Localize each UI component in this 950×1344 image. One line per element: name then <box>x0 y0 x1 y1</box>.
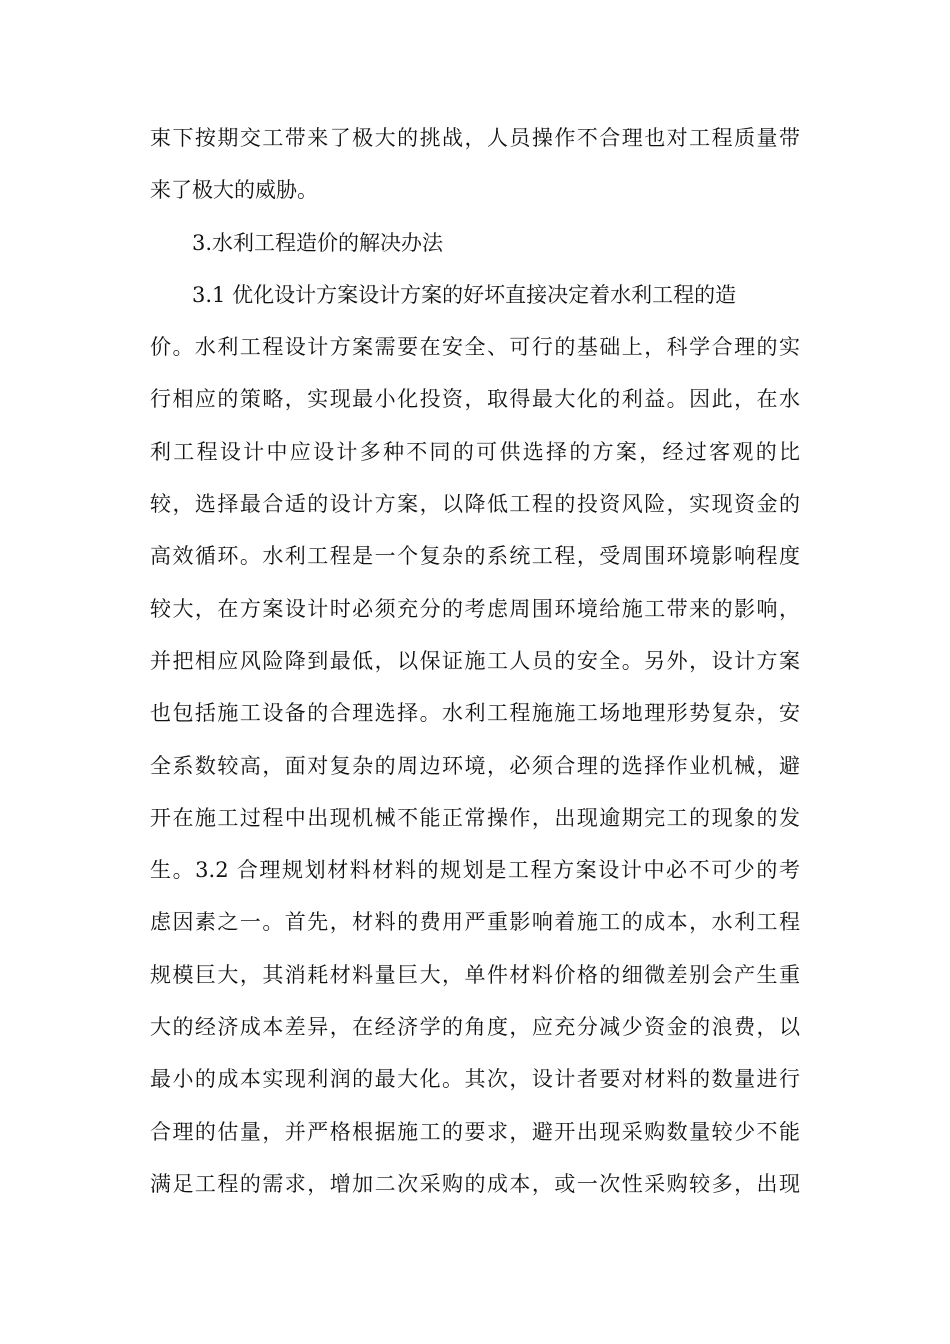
text-line: 规模巨大，其消耗材料量巨大，单件材料价格的细微差别会产生重 <box>150 962 800 987</box>
text-line: 来了极大的威胁。 <box>150 178 318 203</box>
section-heading: 3.水利工程造价的解决办法 <box>192 230 444 255</box>
text-line: 较，选择最合适的设计方案，以降低工程的投资风险，实现资金的 <box>150 492 800 517</box>
text-line: 束下按期交工带来了极大的挑战，人员操作不合理也对工程质量带 <box>150 126 800 150</box>
text-line: 利工程设计中应设计多种不同的可供选择的方案，经过客观的比 <box>150 439 800 464</box>
text-line: 高效循环。水利工程是一个复杂的系统工程，受周围环境影响程度 <box>150 544 800 569</box>
text-line: 最小的成本实现利润的最大化。其次，设计者要对材料的数量进行 <box>150 1067 800 1092</box>
text-line: 并把相应风险降到最低，以保证施工人员的安全。另外，设计方案 <box>150 648 800 673</box>
text-line: 合理的估量，并严格根据施工的要求，避开出现采购数量较少不能 <box>150 1119 800 1144</box>
text-line: 生。3.2 合理规划材料材料的规划是工程方案设计中必不可少的考 <box>150 858 800 883</box>
text-line: 开在施工过程中出现机械不能正常操作，出现逾期完工的现象的发 <box>150 805 800 830</box>
text-line: 行相应的策略，实现最小化投资，取得最大化的利益。因此，在水 <box>150 387 800 412</box>
text-line: 虑因素之一。首先，材料的费用严重影响着施工的成本，水利工程 <box>150 910 800 935</box>
text-line: 全系数较高，面对复杂的周边环境，必须合理的选择作业机械，避 <box>150 753 800 778</box>
body-text <box>150 112 800 1210</box>
text-line: 满足工程的需求，增加二次采购的成本，或一次性采购较多，出现 <box>150 1171 800 1196</box>
text-line: 大的经济成本差异，在经济学的角度，应充分减少资金的浪费，以 <box>150 1015 800 1040</box>
text-line: 价。水利工程设计方案需要在安全、可行的基础上，科学合理的实 <box>150 335 800 360</box>
text-line: 较大，在方案设计时必须充分的考虑周围环境给施工带来的影响， <box>150 596 800 621</box>
subsection-heading-line: 3.1 优化设计方案设计方案的好坏直接决定着水利工程的造 <box>192 282 737 307</box>
text-line: 也包括施工设备的合理选择。水利工程施施工场地理形势复杂，安 <box>150 701 800 726</box>
